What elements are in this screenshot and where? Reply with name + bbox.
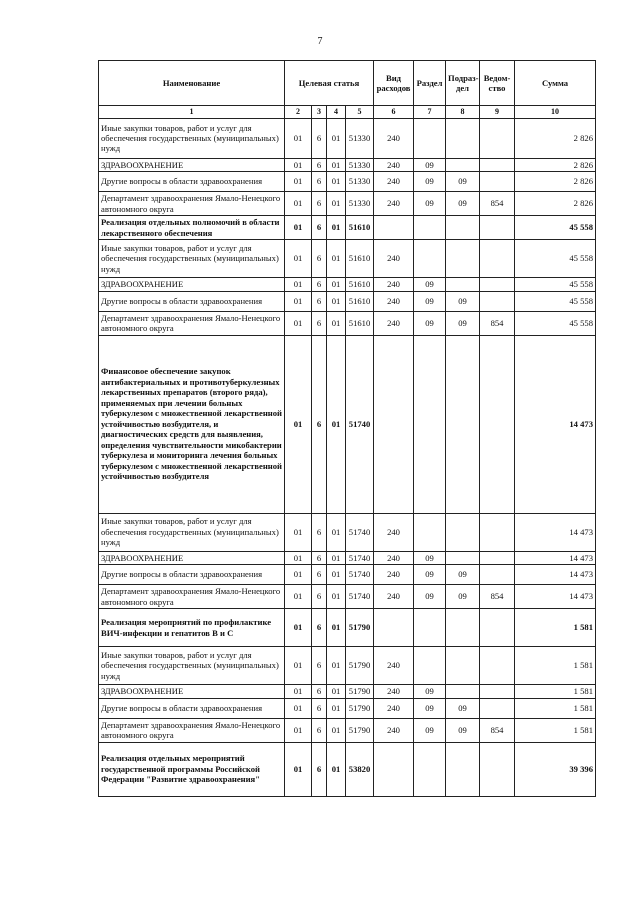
department-code (480, 118, 515, 158)
row-sum: 45 558 (515, 291, 596, 311)
row-name: Другие вопросы в области здравоохранения (99, 698, 285, 718)
expense-type: 240 (374, 698, 414, 718)
target-part-2: 6 (312, 742, 327, 796)
section-code: 09 (414, 278, 446, 291)
expense-type: 240 (374, 565, 414, 585)
subsection-code: 09 (446, 192, 480, 216)
index-cell: 1 (99, 106, 285, 119)
section-code: 09 (414, 291, 446, 311)
target-code: 51790 (346, 718, 374, 742)
department-code (480, 647, 515, 685)
table-row (99, 685, 596, 698)
section-code: 09 (414, 698, 446, 718)
col-header-name: Наименование (99, 61, 285, 106)
target-part-3: 01 (327, 685, 346, 698)
section-code: 09 (414, 685, 446, 698)
row-name: Реализация отдельных мероприятий государственной программы Российской Федерации "Развитие здравоохранения" (99, 742, 285, 796)
target-part-1: 01 (285, 278, 312, 291)
department-code (480, 158, 515, 171)
department-code (480, 742, 515, 796)
index-cell: 5 (346, 106, 374, 119)
target-part-2: 6 (312, 278, 327, 291)
row-name: Иные закупки товаров, работ и услуг для обеспечения государственных (муниципальных) нужд (99, 647, 285, 685)
expense-type: 240 (374, 278, 414, 291)
target-part-1: 01 (285, 335, 312, 513)
table-row (99, 291, 596, 311)
target-part-3: 01 (327, 647, 346, 685)
target-part-2: 6 (312, 565, 327, 585)
index-cell: 6 (374, 106, 414, 119)
department-code: 854 (480, 311, 515, 335)
target-part-1: 01 (285, 718, 312, 742)
subsection-code: 09 (446, 565, 480, 585)
header-row (99, 61, 596, 106)
department-code (480, 172, 515, 192)
index-cell: 4 (327, 106, 346, 119)
section-code (414, 216, 446, 240)
index-cell: 7 (414, 106, 446, 119)
section-code (414, 609, 446, 647)
target-part-1: 01 (285, 647, 312, 685)
department-code: 854 (480, 585, 515, 609)
subsection-code (446, 158, 480, 171)
department-code (480, 335, 515, 513)
target-part-2: 6 (312, 192, 327, 216)
target-part-2: 6 (312, 585, 327, 609)
target-code: 51610 (346, 291, 374, 311)
target-part-3: 01 (327, 513, 346, 551)
department-code (480, 291, 515, 311)
subsection-code (446, 742, 480, 796)
department-code: 854 (480, 718, 515, 742)
department-code (480, 216, 515, 240)
row-sum: 45 558 (515, 240, 596, 278)
row-sum: 39 396 (515, 742, 596, 796)
target-code: 51790 (346, 609, 374, 647)
index-cell: 10 (515, 106, 596, 119)
department-code (480, 551, 515, 564)
table-row (99, 192, 596, 216)
expense-type: 240 (374, 647, 414, 685)
col-header-section: Раздел (414, 61, 446, 106)
table-row (99, 647, 596, 685)
table-row (99, 216, 596, 240)
target-code: 51610 (346, 311, 374, 335)
target-part-2: 6 (312, 698, 327, 718)
row-name: ЗДРАВООХРАНЕНИЕ (99, 551, 285, 564)
target-part-3: 01 (327, 311, 346, 335)
expense-type: 240 (374, 192, 414, 216)
row-name: Иные закупки товаров, работ и услуг для обеспечения государственных (муниципальных) нужд (99, 240, 285, 278)
section-code: 09 (414, 565, 446, 585)
table-row (99, 565, 596, 585)
row-sum: 1 581 (515, 609, 596, 647)
target-code: 51330 (346, 118, 374, 158)
row-sum: 14 473 (515, 335, 596, 513)
subsection-code (446, 335, 480, 513)
expense-type: 240 (374, 585, 414, 609)
target-part-2: 6 (312, 158, 327, 171)
department-code (480, 513, 515, 551)
row-name: Иные закупки товаров, работ и услуг для обеспечения государственных (муниципальных) нужд (99, 118, 285, 158)
target-part-1: 01 (285, 192, 312, 216)
table-row (99, 172, 596, 192)
row-name: Реализация отдельных полномочий в области лекарственного обеспечения (99, 216, 285, 240)
target-part-2: 6 (312, 513, 327, 551)
subsection-code: 09 (446, 718, 480, 742)
target-part-2: 6 (312, 685, 327, 698)
target-part-1: 01 (285, 158, 312, 171)
row-sum: 1 581 (515, 698, 596, 718)
table-row (99, 513, 596, 551)
department-code (480, 698, 515, 718)
budget-table (98, 60, 596, 797)
table-row (99, 551, 596, 564)
table-row (99, 609, 596, 647)
expense-type (374, 335, 414, 513)
target-code: 51740 (346, 565, 374, 585)
subsection-code (446, 513, 480, 551)
row-sum: 1 581 (515, 685, 596, 698)
section-code (414, 335, 446, 513)
table-row (99, 118, 596, 158)
row-name: Реализация мероприятий по профилактике ВИЧ-инфекции и гепатитов В и С (99, 609, 285, 647)
target-part-1: 01 (285, 698, 312, 718)
row-sum: 1 581 (515, 718, 596, 742)
target-part-1: 01 (285, 311, 312, 335)
target-part-3: 01 (327, 158, 346, 171)
section-code: 09 (414, 551, 446, 564)
table-row (99, 698, 596, 718)
target-part-1: 01 (285, 118, 312, 158)
subsection-code: 09 (446, 311, 480, 335)
target-part-3: 01 (327, 609, 346, 647)
section-code: 09 (414, 718, 446, 742)
target-part-3: 01 (327, 192, 346, 216)
table-row (99, 278, 596, 291)
target-part-3: 01 (327, 698, 346, 718)
target-part-1: 01 (285, 742, 312, 796)
target-part-3: 01 (327, 742, 346, 796)
expense-type: 240 (374, 718, 414, 742)
target-part-2: 6 (312, 609, 327, 647)
row-name: Другие вопросы в области здравоохранения (99, 565, 285, 585)
section-code: 09 (414, 192, 446, 216)
row-sum: 1 581 (515, 647, 596, 685)
expense-type: 240 (374, 311, 414, 335)
section-code (414, 647, 446, 685)
row-sum: 45 558 (515, 311, 596, 335)
expense-type (374, 609, 414, 647)
target-code: 51330 (346, 172, 374, 192)
expense-type: 240 (374, 240, 414, 278)
department-code (480, 565, 515, 585)
table-row (99, 158, 596, 171)
subsection-code (446, 216, 480, 240)
target-part-2: 6 (312, 335, 327, 513)
row-name: Департамент здравоохранения Ямало-Ненецкого автономного округа (99, 718, 285, 742)
section-code (414, 513, 446, 551)
target-code: 51740 (346, 551, 374, 564)
row-sum: 45 558 (515, 278, 596, 291)
row-sum: 2 826 (515, 172, 596, 192)
index-row (99, 106, 596, 119)
subsection-code (446, 118, 480, 158)
expense-type: 240 (374, 513, 414, 551)
row-sum: 2 826 (515, 192, 596, 216)
target-part-2: 6 (312, 172, 327, 192)
target-part-3: 01 (327, 118, 346, 158)
row-name: Департамент здравоохранения Ямало-Ненецкого автономного округа (99, 311, 285, 335)
target-part-3: 01 (327, 718, 346, 742)
expense-type: 240 (374, 172, 414, 192)
target-part-1: 01 (285, 565, 312, 585)
subsection-code (446, 278, 480, 291)
target-part-2: 6 (312, 216, 327, 240)
index-cell: 8 (446, 106, 480, 119)
row-name: ЗДРАВООХРАНЕНИЕ (99, 278, 285, 291)
target-part-1: 01 (285, 291, 312, 311)
expense-type: 240 (374, 685, 414, 698)
row-sum: 2 826 (515, 158, 596, 171)
target-part-3: 01 (327, 240, 346, 278)
subsection-code: 09 (446, 172, 480, 192)
row-sum: 14 473 (515, 565, 596, 585)
department-code (480, 609, 515, 647)
row-sum: 14 473 (515, 585, 596, 609)
target-part-1: 01 (285, 172, 312, 192)
row-sum: 14 473 (515, 551, 596, 564)
row-sum: 2 826 (515, 118, 596, 158)
col-header-target: Целевая статья (285, 61, 374, 106)
subsection-code (446, 647, 480, 685)
subsection-code (446, 609, 480, 647)
target-part-2: 6 (312, 647, 327, 685)
row-name: ЗДРАВООХРАНЕНИЕ (99, 685, 285, 698)
department-code (480, 685, 515, 698)
target-part-2: 6 (312, 551, 327, 564)
target-code: 51740 (346, 335, 374, 513)
row-name: Финансовое обеспечение закупок антибактериальных и противотуберкулезных лекарственных препаратов (второго ряда), применяемых при лечении больных туберкулезом с множественной лекарственной устойчивостью возбудителя, и диагностических средств для выявления, определения чувствительности микобактерии туберкулеза и мониторинга лечения больных туберкулезом с множественной лекарственной устойчивостью возбудителя (99, 335, 285, 513)
target-code: 51740 (346, 513, 374, 551)
row-name: Другие вопросы в области здравоохранения (99, 291, 285, 311)
section-code: 09 (414, 158, 446, 171)
target-part-3: 01 (327, 335, 346, 513)
target-part-3: 01 (327, 291, 346, 311)
department-code (480, 240, 515, 278)
target-part-3: 01 (327, 565, 346, 585)
section-code (414, 240, 446, 278)
expense-type (374, 742, 414, 796)
target-part-2: 6 (312, 311, 327, 335)
table-row (99, 718, 596, 742)
target-part-2: 6 (312, 291, 327, 311)
target-part-1: 01 (285, 609, 312, 647)
index-cell: 9 (480, 106, 515, 119)
row-name: Департамент здравоохранения Ямало-Ненецкого автономного округа (99, 192, 285, 216)
row-name: Департамент здравоохранения Ямало-Ненецкого автономного округа (99, 585, 285, 609)
index-cell: 3 (312, 106, 327, 119)
expense-type: 240 (374, 291, 414, 311)
target-part-1: 01 (285, 216, 312, 240)
section-code: 09 (414, 585, 446, 609)
department-code (480, 278, 515, 291)
table-row (99, 585, 596, 609)
table-row (99, 335, 596, 513)
table-row (99, 240, 596, 278)
target-part-1: 01 (285, 551, 312, 564)
expense-type: 240 (374, 118, 414, 158)
target-code: 51330 (346, 192, 374, 216)
target-code: 51740 (346, 585, 374, 609)
target-part-2: 6 (312, 118, 327, 158)
target-part-2: 6 (312, 718, 327, 742)
department-code: 854 (480, 192, 515, 216)
target-code: 51610 (346, 240, 374, 278)
section-code (414, 742, 446, 796)
col-header-sum: Сумма (515, 61, 596, 106)
target-code: 51610 (346, 278, 374, 291)
row-sum: 14 473 (515, 513, 596, 551)
target-part-1: 01 (285, 685, 312, 698)
row-sum: 45 558 (515, 216, 596, 240)
row-name: Иные закупки товаров, работ и услуг для обеспечения государственных (муниципальных) нужд (99, 513, 285, 551)
target-part-1: 01 (285, 585, 312, 609)
subsection-code: 09 (446, 291, 480, 311)
target-code: 51610 (346, 216, 374, 240)
target-part-3: 01 (327, 278, 346, 291)
target-part-3: 01 (327, 216, 346, 240)
index-cell: 2 (285, 106, 312, 119)
row-name: Другие вопросы в области здравоохранения (99, 172, 285, 192)
table-body (99, 118, 596, 796)
expense-type: 240 (374, 158, 414, 171)
target-part-2: 6 (312, 240, 327, 278)
target-code: 51790 (346, 647, 374, 685)
target-part-3: 01 (327, 172, 346, 192)
target-code: 51330 (346, 158, 374, 171)
subsection-code: 09 (446, 585, 480, 609)
expense-type: 240 (374, 551, 414, 564)
subsection-code: 09 (446, 698, 480, 718)
target-part-1: 01 (285, 513, 312, 551)
subsection-code (446, 685, 480, 698)
table-row (99, 311, 596, 335)
target-code: 53820 (346, 742, 374, 796)
section-code (414, 118, 446, 158)
target-part-3: 01 (327, 585, 346, 609)
row-name: ЗДРАВООХРАНЕНИЕ (99, 158, 285, 171)
col-header-department: Ведом-ство (480, 61, 515, 106)
section-code: 09 (414, 172, 446, 192)
target-code: 51790 (346, 685, 374, 698)
col-header-exp-type: Вид расходов (374, 61, 414, 106)
section-code: 09 (414, 311, 446, 335)
target-part-3: 01 (327, 551, 346, 564)
subsection-code (446, 551, 480, 564)
subsection-code (446, 240, 480, 278)
table-row (99, 742, 596, 796)
col-header-subsection: Подраз-дел (446, 61, 480, 106)
expense-type (374, 216, 414, 240)
target-code: 51790 (346, 698, 374, 718)
page-number: 7 (317, 36, 323, 47)
target-part-1: 01 (285, 240, 312, 278)
